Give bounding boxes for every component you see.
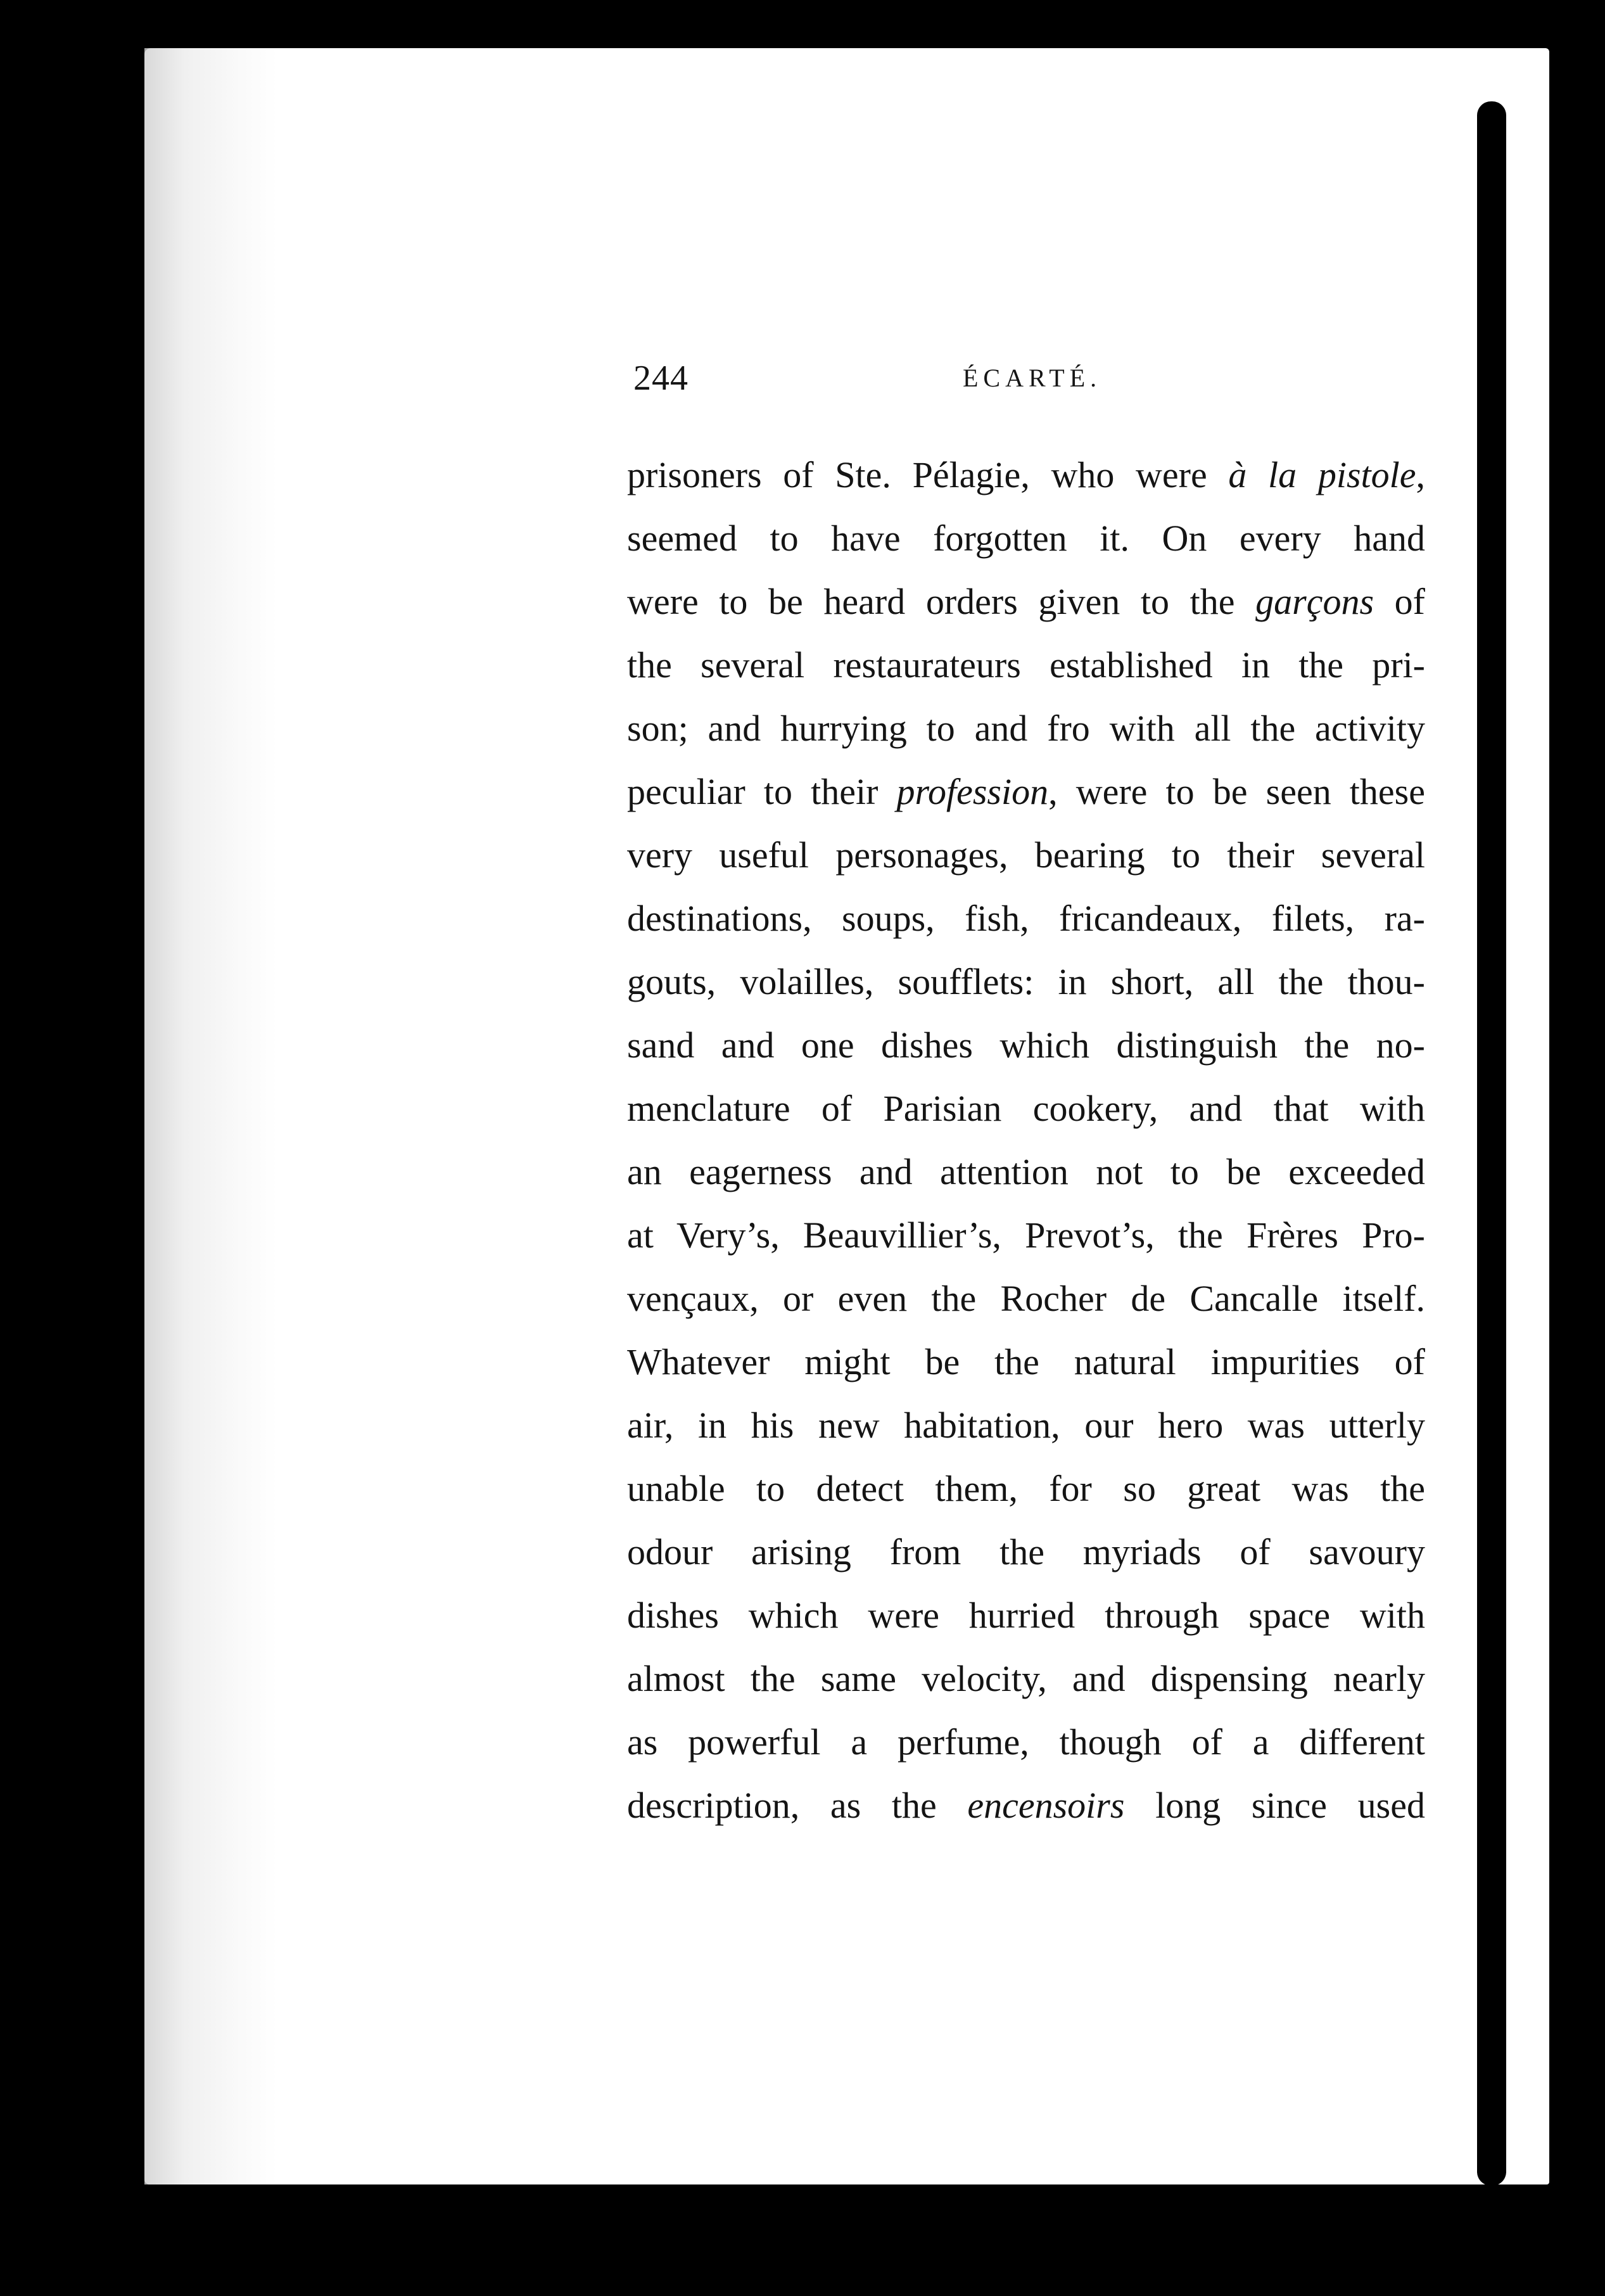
text-line: [627, 1204, 1425, 1267]
text-line: [627, 760, 1425, 824]
text-line: [627, 824, 1425, 887]
text-run: gouts, volailles, soufflets: in short, all the thou-: [627, 961, 1425, 1002]
text-line: [627, 443, 1425, 507]
page-number: 244: [633, 359, 688, 398]
text-run: son; and hurrying to and fro with all the activity: [627, 708, 1425, 749]
text-run: sand and one dishes which distinguish the no-: [627, 1024, 1425, 1066]
text-line: [627, 697, 1425, 760]
running-head: ÉCARTÉ.: [963, 364, 1102, 392]
text-run: were to be heard orders given to the: [627, 581, 1256, 622]
text-run: seemed to have forgotten it. On every hand: [627, 518, 1425, 559]
text-line: [627, 1647, 1425, 1711]
text-run: peculiar to their: [627, 771, 897, 812]
text-line: [627, 1774, 1425, 1837]
text-run: prisoners of Ste. Pélagie, who were: [627, 454, 1229, 495]
text-run: ,: [1416, 454, 1425, 495]
text-run: dishes which were hurried through space with: [627, 1595, 1425, 1636]
text-run: menclature of Parisian cookery, and that with: [627, 1088, 1425, 1129]
text-line: [627, 950, 1425, 1014]
text-line: [627, 1394, 1425, 1457]
text-run: of: [1374, 581, 1425, 622]
text-line: [627, 634, 1425, 697]
italic-text: à la pistole: [1228, 454, 1416, 495]
page-header: [633, 358, 1425, 409]
text-run: Whatever might be the natural impurities of: [627, 1341, 1425, 1382]
text-run: destinations, soups, fish, fricandeaux, filets, ra-: [627, 898, 1425, 939]
text-run: long since used: [1124, 1785, 1425, 1826]
text-run: odour arising from the myriads of savoury: [627, 1531, 1425, 1572]
text-line: [627, 1521, 1425, 1584]
italic-text: encensoirs: [967, 1785, 1125, 1826]
text-line: [627, 1140, 1425, 1204]
text-run: very useful personages, bearing to their several: [627, 834, 1425, 876]
text-run: almost the same velocity, and dispensing nearly: [627, 1658, 1425, 1699]
text-line: [627, 507, 1425, 570]
text-run: the several restaurateurs established in the pri-: [627, 644, 1425, 686]
text-run: description, as the: [627, 1785, 968, 1826]
italic-text: garçons: [1255, 581, 1374, 622]
text-run: , were to be seen these: [1048, 771, 1425, 812]
text-line: [627, 1330, 1425, 1394]
text-line: [627, 1267, 1425, 1330]
body-text: [627, 443, 1425, 1837]
text-run: at Very’s, Beauvillier’s, Prevot’s, the Frères Pro-: [627, 1215, 1425, 1256]
text-run: an eagerness and attention not to be exceeded: [627, 1151, 1425, 1192]
text-line: [627, 1014, 1425, 1077]
text-line: [627, 1077, 1425, 1140]
page-binding-shadow: [144, 48, 277, 2184]
text-line: [627, 1584, 1425, 1647]
text-line: [627, 570, 1425, 634]
text-line: [627, 1457, 1425, 1521]
text-run: vençaux, or even the Rocher de Cancalle itself.: [627, 1278, 1425, 1319]
text-run: as powerful a perfume, though of a different: [627, 1721, 1425, 1763]
text-line: [627, 887, 1425, 950]
italic-text: profession: [896, 771, 1049, 812]
text-run: unable to detect them, for so great was the: [627, 1468, 1425, 1509]
page-edge-shadow: [1477, 101, 1506, 2186]
text-line: [627, 1711, 1425, 1774]
text-run: air, in his new habitation, our hero was utterly: [627, 1405, 1425, 1446]
